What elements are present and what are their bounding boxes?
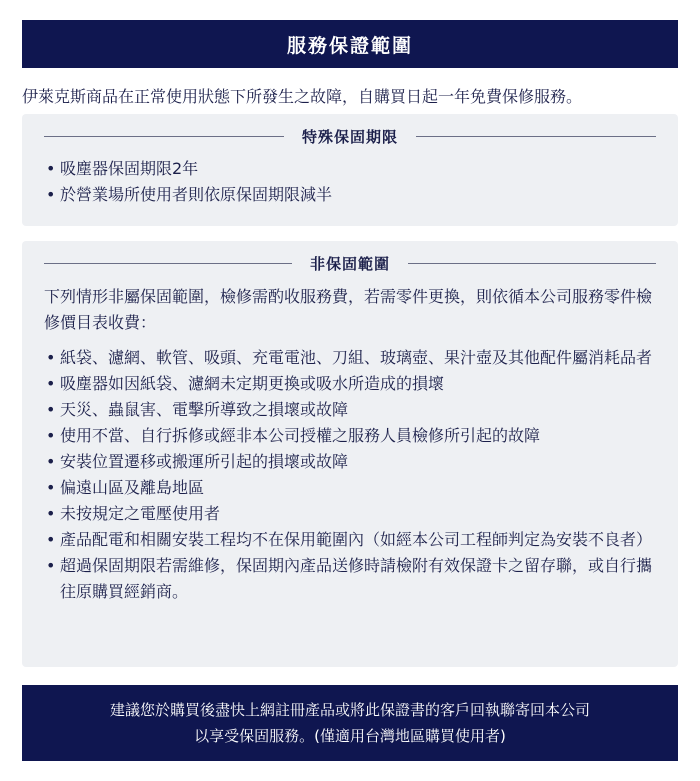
bullet-icon: • [46, 426, 56, 445]
list-item [44, 449, 656, 475]
list-item [44, 371, 656, 397]
non-warranty-panel [22, 241, 678, 667]
list-item-text: 天災、蟲鼠害、電擊所導致之損壞或故障 [60, 400, 349, 419]
special-warranty-panel [22, 114, 678, 226]
list-item-text: 偏遠山區及離島地區 [60, 478, 205, 497]
list-item-text: 超過保固期限若需維修，保固期內產品送修時請檢附有效保證卡之留存聯，或自行攜往原購買經銷商。 [60, 556, 653, 601]
bullet-icon: • [46, 348, 56, 367]
list-item-text: 於營業場所使用者則依原保固期限減半 [60, 185, 333, 204]
page-title: 服務保證範圍 [22, 20, 678, 68]
list-item-text: 安裝位置遷移或搬運所引起的損壞或故障 [60, 452, 349, 471]
special-warranty-list [44, 156, 656, 208]
list-item-text: 產品配電和相關安裝工程均不在保用範圍內（如經本公司工程師判定為安裝不良者） [60, 530, 653, 549]
bullet-icon: • [46, 400, 56, 419]
list-item [44, 156, 656, 182]
list-item-text: 吸塵器保固期限2年 [60, 159, 199, 178]
non-warranty-description: 下列情形非屬保固範圍，檢修需酌收服務費，若需零件更換，則依循本公司服務零件檢修價目表收費： [44, 287, 653, 332]
divider-left [44, 263, 292, 264]
non-warranty-heading: 非保固範圍 [310, 254, 391, 273]
bullet-icon: • [46, 478, 56, 497]
list-item [44, 345, 656, 371]
bullet-icon: • [46, 374, 56, 393]
non-warranty-header [44, 251, 656, 275]
registration-notice-line-1: 建議您於購買後盡快上網註冊產品或將此保證書的客戶回執聯寄回本公司 [109, 701, 590, 719]
list-item [44, 553, 656, 605]
intro-text: 伊萊克斯商品在正常使用狀態下所發生之故障，自購買日起一年免費保修服務。 [22, 87, 583, 106]
registration-notice [22, 685, 678, 761]
non-warranty-list [44, 345, 656, 605]
bullet-icon: • [46, 159, 56, 178]
registration-notice-line-2: 以享受保固服務。(僅適用台灣地區購買使用者) [194, 727, 506, 745]
bullet-icon: • [46, 504, 56, 523]
list-item [44, 527, 656, 553]
divider-right [416, 136, 656, 137]
list-item [44, 182, 656, 208]
list-item [44, 397, 656, 423]
list-item [44, 501, 656, 527]
special-warranty-heading: 特殊保固期限 [302, 127, 399, 146]
bullet-icon: • [46, 452, 56, 471]
list-item-text: 使用不當、自行拆修或經非本公司授權之服務人員檢修所引起的故障 [60, 426, 541, 445]
bullet-icon: • [46, 185, 56, 204]
bullet-icon: • [46, 556, 56, 575]
bullet-icon: • [46, 530, 56, 549]
list-item [44, 423, 656, 449]
list-item-text: 紙袋、濾網、軟管、吸頭、充電電池、刀組、玻璃壺、果汁壺及其他配件屬消耗品者 [60, 348, 653, 367]
list-item-text: 吸塵器如因紙袋、濾網未定期更換或吸水所造成的損壞 [60, 374, 445, 393]
divider-left [44, 136, 284, 137]
list-item [44, 475, 656, 501]
divider-right [408, 263, 656, 264]
list-item-text: 未按規定之電壓使用者 [60, 504, 221, 523]
special-warranty-header [44, 124, 656, 148]
